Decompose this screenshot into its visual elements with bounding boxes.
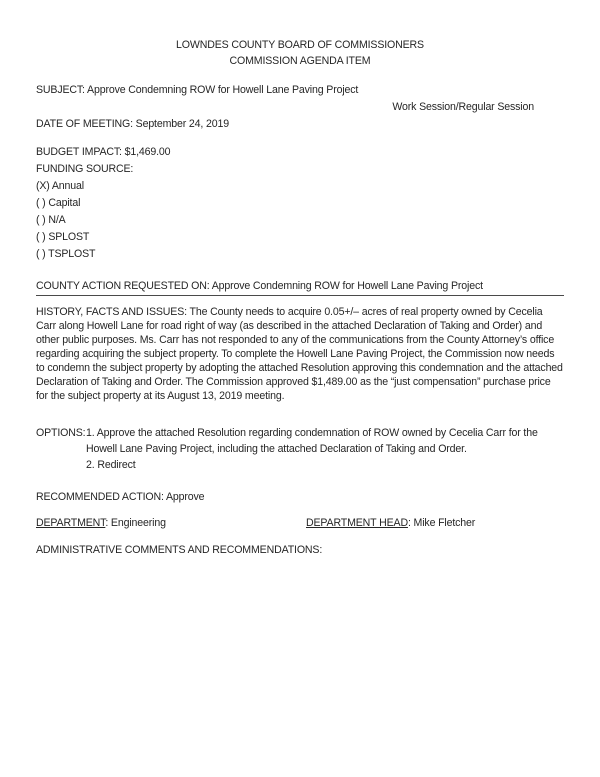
county-action-heading: COUNTY ACTION REQUESTED ON: Approve Condemning ROW for Howell Lane Paving Project xyxy=(36,280,564,296)
options-label: OPTIONS: xyxy=(36,427,86,439)
department-label: DEPARTMENT xyxy=(36,517,106,529)
org-title: LOWNDES COUNTY BOARD OF COMMISSIONERS xyxy=(176,39,424,51)
document-header xyxy=(36,37,564,69)
options-list xyxy=(86,425,564,473)
department-head-label: DEPARTMENT HEAD xyxy=(306,517,408,529)
meeting-date: DATE OF MEETING: September 24, 2019 xyxy=(36,118,229,130)
admin-comments-heading: ADMINISTRATIVE COMMENTS AND RECOMMENDATIONS: xyxy=(36,544,323,556)
funding-option-na: ( ) N/A xyxy=(36,214,66,226)
budget-impact: BUDGET IMPACT: $1,469.00 xyxy=(36,146,171,158)
funding-option-capital: ( ) Capital xyxy=(36,197,81,209)
history-facts-issues-paragraph: HISTORY, FACTS AND ISSUES: The County needs to acquire 0.05+/– acres of real property owned by Cecelia Carr along Howell Lane for road right of way (as described in the attached Declaration of Taking and Order) and other public purposes. Ms. Carr has not responded to any of the communications from the County Attorney’s office regarding acquiring the subject property. To complete the Howell Lane Paving Project, the Commission now needs to condemn the subject property by adopting the attached Resolution approving this condemnation and the attached Declaration of Taking and Order. The Commission approved $1,489.00 as the “just compensation” purchase price for the subject property at its August 13, 2019 meeting. xyxy=(36,306,563,402)
recommended-action: RECOMMENDED ACTION: Approve xyxy=(36,491,205,503)
funding-option-tsplost: ( ) TSPLOST xyxy=(36,248,96,260)
department-value: : Engineering xyxy=(105,517,166,529)
department-section xyxy=(36,515,564,532)
option-item-2: 2. Redirect xyxy=(86,459,136,471)
funding-option-annual: (X) Annual xyxy=(36,180,84,192)
funding-options-list xyxy=(36,178,564,263)
option-item-1: 1. Approve the attached Resolution regarding condemnation of ROW owned by Cecelia Carr for the Howell Lane Paving Project, including the attached Declaration of Taking and Order. xyxy=(86,427,538,455)
funding-option-splost: ( ) SPLOST xyxy=(36,231,90,243)
doc-type-title: COMMISSION AGENDA ITEM xyxy=(229,55,371,67)
options-section xyxy=(36,425,564,473)
subject-line: SUBJECT: Approve Condemning ROW for Howell Lane Paving Project xyxy=(36,84,359,96)
department-head-field xyxy=(306,515,564,532)
funding-source-label: FUNDING SOURCE: xyxy=(36,163,134,175)
session-type: Work Session/Regular Session xyxy=(392,101,534,113)
department-field xyxy=(36,515,306,532)
department-head-value: : Mike Fletcher xyxy=(407,517,476,529)
